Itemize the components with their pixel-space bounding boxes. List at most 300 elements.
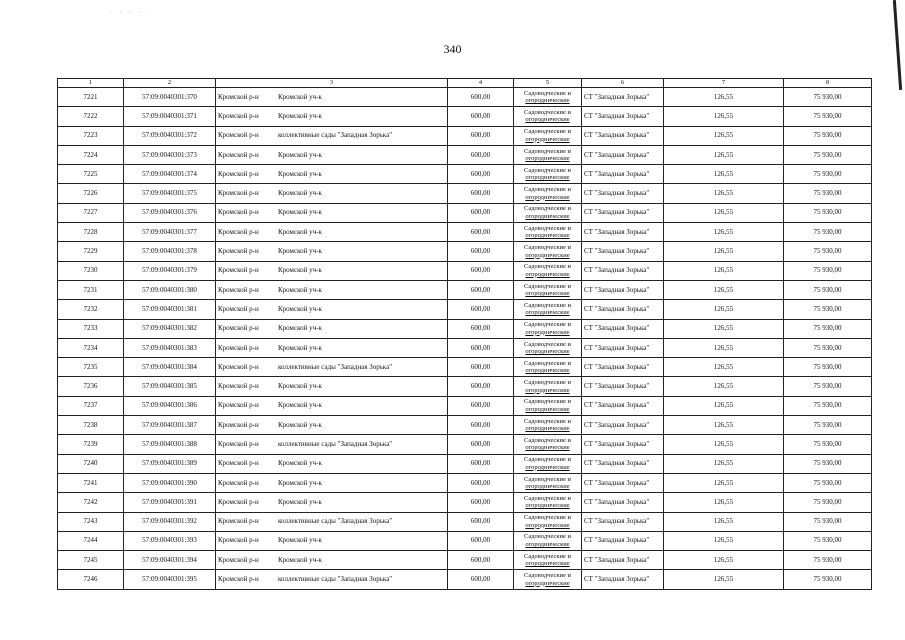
district-name: Кромской р-н — [218, 382, 259, 391]
district-name: Кромской р-н — [218, 92, 259, 101]
table-row — [58, 165, 872, 184]
organization-name: СТ "Западная Зорька" — [582, 145, 664, 164]
location-cell — [216, 242, 448, 261]
land-use-cell — [514, 454, 582, 473]
cadastral-number: 57:09:0040301:393 — [124, 531, 216, 550]
place-name: Кромской уч-к — [278, 343, 322, 352]
column-number: 6 — [582, 79, 664, 88]
cadastral-cost: 75 930,00 — [784, 338, 872, 357]
organization-name: СТ "Западная Зорька" — [582, 203, 664, 222]
organization-name: СТ "Западная Зорька" — [582, 319, 664, 338]
specific-value: 126,55 — [664, 242, 784, 261]
cadastral-number: 57:09:0040301:373 — [124, 145, 216, 164]
organization-name: СТ "Западная Зорька" — [582, 358, 664, 377]
cadastral-cost: 75 930,00 — [784, 261, 872, 280]
land-use-cell — [514, 203, 582, 222]
cadastral-cost: 75 930,00 — [784, 107, 872, 126]
location-cell — [216, 261, 448, 280]
organization-name: СТ "Западная Зорька" — [582, 435, 664, 454]
cadastral-number: 57:09:0040301:374 — [124, 165, 216, 184]
land-use-line-1: Садоводческие и — [524, 572, 571, 580]
location-cell — [216, 396, 448, 415]
place-name: Кромской уч-к — [278, 189, 322, 198]
district-name: Кромской р-н — [218, 517, 259, 526]
area-value: 600,00 — [448, 203, 514, 222]
row-number: 7225 — [58, 165, 124, 184]
location-cell — [216, 377, 448, 396]
land-use-line-1: Садоводческие и — [524, 224, 571, 232]
location-cell — [216, 416, 448, 435]
specific-value: 126,55 — [664, 493, 784, 512]
organization-name: СТ "Западная Зорька" — [582, 338, 664, 357]
organization-name: СТ "Западная Зорька" — [582, 280, 664, 299]
district-name: Кромской р-н — [218, 324, 259, 333]
district-name: Кромской р-н — [218, 478, 259, 487]
cadastral-number: 57:09:0040301:379 — [124, 261, 216, 280]
land-use-line-1: Садоводческие и — [524, 340, 571, 348]
area-value: 600,00 — [448, 358, 514, 377]
specific-value: 126,55 — [664, 280, 784, 299]
row-number: 7234 — [58, 338, 124, 357]
table-row — [58, 493, 872, 512]
land-use-line-2: огороднические — [525, 348, 570, 355]
table-row — [58, 126, 872, 145]
page-number: 340 — [443, 42, 462, 56]
land-use-line-1: Садоводческие и — [524, 494, 571, 502]
cadastral-cost: 75 930,00 — [784, 280, 872, 299]
land-use-cell — [514, 165, 582, 184]
land-use-line-1: Садоводческие и — [524, 456, 571, 464]
land-use-cell — [514, 531, 582, 550]
row-number: 7237 — [58, 396, 124, 415]
land-use-cell — [514, 242, 582, 261]
land-use-line-1: Садоводческие и — [524, 244, 571, 252]
organization-name: СТ "Западная Зорька" — [582, 242, 664, 261]
area-value: 600,00 — [448, 512, 514, 531]
land-use-line-1: Садоводческие и — [524, 186, 571, 194]
area-value: 600,00 — [448, 145, 514, 164]
land-use-line-2: огороднические — [525, 483, 570, 491]
area-value: 600,00 — [448, 570, 514, 589]
specific-value: 126,55 — [664, 454, 784, 473]
place-name: Кромской уч-к — [278, 247, 322, 256]
location-cell — [216, 551, 448, 570]
land-use-line-2: огороднические — [525, 174, 570, 182]
column-number: 4 — [448, 79, 514, 88]
table-row — [58, 377, 872, 396]
land-use-line-2: огороднические — [525, 270, 570, 278]
row-number: 7232 — [58, 300, 124, 319]
land-use-cell — [514, 126, 582, 145]
area-value: 600,00 — [448, 165, 514, 184]
land-use-line-2: огороднические — [525, 502, 570, 510]
land-use-line-1: Садоводческие и — [524, 108, 571, 116]
district-name: Кромской р-н — [218, 536, 259, 545]
row-number: 7246 — [58, 570, 124, 589]
column-number: 8 — [784, 79, 872, 88]
table-row — [58, 319, 872, 338]
land-use-line-2: огороднические — [525, 386, 570, 394]
specific-value: 126,55 — [664, 512, 784, 531]
land-use-line-2: огороднические — [525, 97, 570, 105]
organization-name: СТ "Западная Зорька" — [582, 512, 664, 531]
place-name: Кромской уч-к — [278, 169, 322, 178]
area-value: 600,00 — [448, 454, 514, 473]
table-row — [58, 512, 872, 531]
land-use-cell — [514, 512, 582, 531]
table-row — [58, 242, 872, 261]
cadastral-cost: 75 930,00 — [784, 88, 872, 107]
land-use-line-1: Садоводческие и — [524, 359, 571, 367]
land-use-line-1: Садоводческие и — [524, 147, 571, 155]
row-number: 7227 — [58, 203, 124, 222]
table-row — [58, 300, 872, 319]
cadastral-cost: 75 930,00 — [784, 184, 872, 203]
land-use-cell — [514, 396, 582, 415]
land-use-cell — [514, 338, 582, 357]
cadastral-number: 57:09:0040301:370 — [124, 88, 216, 107]
organization-name: СТ "Западная Зорька" — [582, 454, 664, 473]
district-name: Кромской р-н — [218, 131, 259, 140]
specific-value: 126,55 — [664, 203, 784, 222]
table-row — [58, 551, 872, 570]
cadastral-number: 57:09:0040301:390 — [124, 473, 216, 492]
location-cell — [216, 145, 448, 164]
district-name: Кромской р-н — [218, 208, 259, 217]
land-use-cell — [514, 493, 582, 512]
land-use-cell — [514, 416, 582, 435]
organization-name: СТ "Западная Зорька" — [582, 300, 664, 319]
specific-value: 126,55 — [664, 570, 784, 589]
specific-value: 126,55 — [664, 435, 784, 454]
land-use-line-2: огороднические — [525, 212, 570, 220]
district-name: Кромской р-н — [218, 420, 259, 429]
place-name: Кромской уч-к — [278, 227, 322, 236]
location-cell — [216, 570, 448, 589]
specific-value: 126,55 — [664, 223, 784, 242]
place-name: Кромской уч-к — [278, 150, 322, 159]
table-row — [58, 223, 872, 242]
land-use-line-2: огороднические — [525, 309, 570, 317]
area-value: 600,00 — [448, 223, 514, 242]
land-use-cell — [514, 184, 582, 203]
cadastral-number: 57:09:0040301:376 — [124, 203, 216, 222]
land-use-line-2: огороднические — [525, 251, 570, 259]
specific-value: 126,55 — [664, 107, 784, 126]
location-cell — [216, 107, 448, 126]
row-number: 7229 — [58, 242, 124, 261]
cadastral-cost: 75 930,00 — [784, 126, 872, 145]
place-name: Кромской уч-к — [278, 208, 322, 217]
district-name: Кромской р-н — [218, 304, 259, 313]
land-use-line-2: огороднические — [525, 425, 570, 433]
row-number: 7228 — [58, 223, 124, 242]
row-number: 7240 — [58, 454, 124, 473]
district-name: Кромской р-н — [218, 227, 259, 236]
district-name: Кромской р-н — [218, 497, 259, 506]
land-use-line-2: огороднические — [525, 540, 570, 548]
table-row — [58, 570, 872, 589]
place-name: коллективные сады "Западная Зорька" — [278, 439, 393, 448]
location-cell — [216, 319, 448, 338]
table-row — [58, 107, 872, 126]
table-row — [58, 145, 872, 164]
place-name: Кромской уч-к — [278, 266, 322, 275]
cadastral-number: 57:09:0040301:382 — [124, 319, 216, 338]
table-row — [58, 473, 872, 492]
table-row — [58, 338, 872, 357]
district-name: Кромской р-н — [218, 169, 259, 178]
table-row — [58, 184, 872, 203]
organization-name: СТ "Западная Зорька" — [582, 493, 664, 512]
specific-value: 126,55 — [664, 261, 784, 280]
area-value: 600,00 — [448, 126, 514, 145]
cadastral-number: 57:09:0040301:392 — [124, 512, 216, 531]
location-cell — [216, 358, 448, 377]
land-use-cell — [514, 280, 582, 299]
place-name: Кромской уч-к — [278, 92, 322, 101]
land-use-cell — [514, 88, 582, 107]
cadastral-number: 57:09:0040301:377 — [124, 223, 216, 242]
land-use-cell — [514, 300, 582, 319]
land-use-line-2: огороднические — [525, 463, 570, 471]
place-name: коллективные сады "Западная Зорька" — [278, 362, 393, 371]
cadastral-cost: 75 930,00 — [784, 512, 872, 531]
table-row — [58, 358, 872, 377]
table-row — [58, 88, 872, 107]
specific-value: 126,55 — [664, 358, 784, 377]
location-cell — [216, 338, 448, 357]
organization-name: СТ "Западная Зорька" — [582, 261, 664, 280]
place-name: коллективные сады "Западная Зорька" — [278, 131, 393, 140]
place-name: Кромской уч-к — [278, 536, 322, 545]
cadastral-cost: 75 930,00 — [784, 396, 872, 415]
land-use-line-2: огороднические — [525, 444, 570, 452]
organization-name: СТ "Западная Зорька" — [582, 416, 664, 435]
area-value: 600,00 — [448, 377, 514, 396]
specific-value: 126,55 — [664, 145, 784, 164]
place-name: коллективные сады "Западная Зорька" — [278, 517, 393, 526]
organization-name: СТ "Западная Зорька" — [582, 570, 664, 589]
location-cell — [216, 223, 448, 242]
area-value: 600,00 — [448, 338, 514, 357]
location-cell — [216, 165, 448, 184]
table-row — [58, 416, 872, 435]
land-use-cell — [514, 473, 582, 492]
cadastral-number: 57:09:0040301:372 — [124, 126, 216, 145]
column-number: 3 — [216, 79, 448, 88]
cadastral-number: 57:09:0040301:381 — [124, 300, 216, 319]
cadastral-cost: 75 930,00 — [784, 319, 872, 338]
location-cell — [216, 512, 448, 531]
land-use-line-1: Садоводческие и — [524, 436, 571, 444]
scan-specks: · · · · · — [110, 10, 153, 16]
area-value: 600,00 — [448, 531, 514, 550]
district-name: Кромской р-н — [218, 111, 259, 120]
land-use-line-2: огороднические — [525, 135, 570, 143]
land-use-cell — [514, 570, 582, 589]
land-use-cell — [514, 145, 582, 164]
place-name: Кромской уч-к — [278, 304, 322, 313]
organization-name: СТ "Западная Зорька" — [582, 88, 664, 107]
cadastral-cost: 75 930,00 — [784, 242, 872, 261]
specific-value: 126,55 — [664, 473, 784, 492]
cadastral-number: 57:09:0040301:371 — [124, 107, 216, 126]
area-value: 600,00 — [448, 184, 514, 203]
row-number: 7231 — [58, 280, 124, 299]
place-name: Кромской уч-к — [278, 285, 322, 294]
area-value: 600,00 — [448, 88, 514, 107]
table-row — [58, 261, 872, 280]
column-number: 1 — [58, 79, 124, 88]
location-cell — [216, 435, 448, 454]
land-use-line-1: Садоводческие и — [524, 552, 571, 560]
cadastral-cost: 75 930,00 — [784, 493, 872, 512]
cadastral-number: 57:09:0040301:395 — [124, 570, 216, 589]
column-number: 5 — [514, 79, 582, 88]
land-use-cell — [514, 107, 582, 126]
location-cell — [216, 280, 448, 299]
land-use-line-2: огороднические — [525, 155, 570, 163]
land-use-line-1: Садоводческие и — [524, 533, 571, 541]
specific-value: 126,55 — [664, 126, 784, 145]
cadastral-cost: 75 930,00 — [784, 454, 872, 473]
location-cell — [216, 88, 448, 107]
specific-value: 126,55 — [664, 531, 784, 550]
organization-name: СТ "Западная Зорька" — [582, 107, 664, 126]
area-value: 600,00 — [448, 107, 514, 126]
land-use-line-1: Садоводческие и — [524, 282, 571, 290]
area-value: 600,00 — [448, 493, 514, 512]
district-name: Кромской р-н — [218, 439, 259, 448]
area-value: 600,00 — [448, 416, 514, 435]
cadastral-number: 57:09:0040301:383 — [124, 338, 216, 357]
organization-name: СТ "Западная Зорька" — [582, 126, 664, 145]
cadastral-cost: 75 930,00 — [784, 531, 872, 550]
land-use-line-1: Садоводческие и — [524, 89, 571, 97]
row-number: 7221 — [58, 88, 124, 107]
place-name: Кромской уч-к — [278, 111, 322, 120]
organization-name: СТ "Западная Зорька" — [582, 473, 664, 492]
row-number: 7222 — [58, 107, 124, 126]
land-use-cell — [514, 435, 582, 454]
table-row — [58, 531, 872, 550]
row-number: 7236 — [58, 377, 124, 396]
land-use-line-1: Садоводческие и — [524, 321, 571, 329]
cadastral-cost: 75 930,00 — [784, 300, 872, 319]
organization-name: СТ "Западная Зорька" — [582, 223, 664, 242]
table-row — [58, 454, 872, 473]
place-name: Кромской уч-к — [278, 459, 322, 468]
cadastral-cost: 75 930,00 — [784, 377, 872, 396]
district-name: Кромской р-н — [218, 285, 259, 294]
cadastral-number: 57:09:0040301:380 — [124, 280, 216, 299]
cadastral-cost: 75 930,00 — [784, 435, 872, 454]
row-number: 7238 — [58, 416, 124, 435]
area-value: 600,00 — [448, 280, 514, 299]
place-name: Кромской уч-к — [278, 382, 322, 391]
location-cell — [216, 203, 448, 222]
row-number: 7223 — [58, 126, 124, 145]
location-cell — [216, 184, 448, 203]
place-name: Кромской уч-к — [278, 555, 322, 564]
land-use-cell — [514, 261, 582, 280]
organization-name: СТ "Западная Зорька" — [582, 551, 664, 570]
location-cell — [216, 473, 448, 492]
land-use-line-1: Садоводческие и — [524, 263, 571, 271]
specific-value: 126,55 — [664, 377, 784, 396]
column-number-row — [58, 79, 872, 88]
land-use-line-2: огороднические — [525, 116, 570, 124]
row-number: 7230 — [58, 261, 124, 280]
row-number: 7241 — [58, 473, 124, 492]
land-use-line-1: Садоводческие и — [524, 417, 571, 425]
place-name: коллективные сады "Западная Зорька" — [278, 575, 393, 584]
specific-value: 126,55 — [664, 396, 784, 415]
land-use-cell — [514, 223, 582, 242]
land-use-line-2: огороднические — [525, 367, 570, 375]
place-name: Кромской уч-к — [278, 324, 322, 333]
cadastral-number: 57:09:0040301:386 — [124, 396, 216, 415]
specific-value: 126,55 — [664, 300, 784, 319]
area-value: 600,00 — [448, 551, 514, 570]
land-use-cell — [514, 319, 582, 338]
specific-value: 126,55 — [664, 165, 784, 184]
table-row — [58, 280, 872, 299]
specific-value: 126,55 — [664, 338, 784, 357]
cadastral-cost: 75 930,00 — [784, 203, 872, 222]
land-use-line-1: Садоводческие и — [524, 475, 571, 483]
organization-name: СТ "Западная Зорька" — [582, 184, 664, 203]
row-number: 7233 — [58, 319, 124, 338]
cadastral-cost: 75 930,00 — [784, 551, 872, 570]
place-name: Кромской уч-к — [278, 497, 322, 506]
land-use-cell — [514, 551, 582, 570]
cadastral-number: 57:09:0040301:394 — [124, 551, 216, 570]
cadastral-cost: 75 930,00 — [784, 570, 872, 589]
district-name: Кромской р-н — [218, 401, 259, 410]
row-number: 7243 — [58, 512, 124, 531]
land-use-line-1: Садоводческие и — [524, 379, 571, 387]
cadastral-number: 57:09:0040301:388 — [124, 435, 216, 454]
area-value: 600,00 — [448, 473, 514, 492]
cadastral-cost: 75 930,00 — [784, 145, 872, 164]
place-name: Кромской уч-к — [278, 478, 322, 487]
location-cell — [216, 454, 448, 473]
location-cell — [216, 493, 448, 512]
land-use-line-2: огороднические — [525, 579, 570, 587]
cadastral-number: 57:09:0040301:385 — [124, 377, 216, 396]
area-value: 600,00 — [448, 261, 514, 280]
table-row — [58, 396, 872, 415]
cadastral-number: 57:09:0040301:375 — [124, 184, 216, 203]
land-use-line-2: огороднические — [525, 193, 570, 201]
row-number: 7235 — [58, 358, 124, 377]
organization-name: СТ "Западная Зорька" — [582, 531, 664, 550]
table-row — [58, 435, 872, 454]
cadastral-cost: 75 930,00 — [784, 473, 872, 492]
district-name: Кромской р-н — [218, 247, 259, 256]
organization-name: СТ "Западная Зорька" — [582, 396, 664, 415]
district-name: Кромской р-н — [218, 362, 259, 371]
specific-value: 126,55 — [664, 551, 784, 570]
district-name: Кромской р-н — [218, 189, 259, 198]
row-number: 7224 — [58, 145, 124, 164]
cadastral-number: 57:09:0040301:391 — [124, 493, 216, 512]
district-name: Кромской р-н — [218, 343, 259, 352]
row-number: 7244 — [58, 531, 124, 550]
district-name: Кромской р-н — [218, 575, 259, 584]
